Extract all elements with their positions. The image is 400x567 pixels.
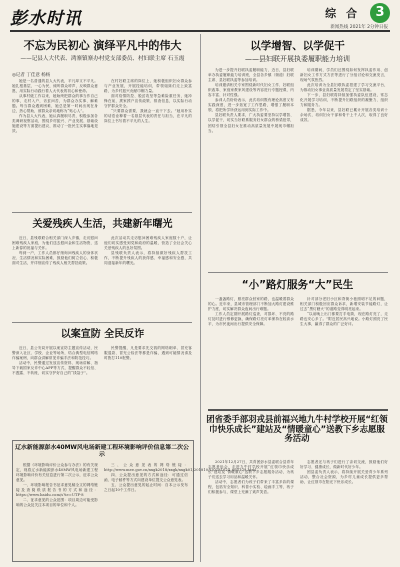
right-article3-title: 团省委手部羽戎县前福兴地九牛村学校开展“红领巾快乐成长”建站及“情暖童心”送教下乡志愿服务活动	[206, 414, 388, 444]
notice-body-col1	[16, 463, 98, 555]
right-article1-body-col2	[300, 68, 388, 266]
paragraph: 下一步，县妇联将持续加强执委队伍建设，常态化开展学习培训，不断提升妇联组织的凝聚力、组织力和服务力。	[300, 93, 388, 108]
paragraph: 近日，县公安局开展以案宣防主题宣传活动，民警深入社区、学校、企业等场所，结合典型电信网络诈骗案例，向群众讲解常见诈骗手法和防范技巧。	[12, 346, 98, 361]
paragraph: 近日，县残联联合相关部门深入乡镇，走访慰问困难残疾人家庭，为他们送去慰问金和生活物资，送上新春的祝福与关怀。	[12, 236, 98, 251]
right-article1-subtitle: ——县妇联开展执委履职能力培训	[245, 55, 350, 63]
left-article1-byline: ◎记者 丁佳意 杨杨	[12, 73, 51, 78]
paragraph: 县妇联负责人要求，广大执委要坚持以学增智、以学促干，切实当好联系服务妇女群众的桥梁纽带，团结引领全县妇女在推动高质量发展中展现巾帼担当。	[208, 113, 294, 133]
paragraph: 活动中，民警通过发放宣传资料、现场讲解、指导下载国家反诈中心APP等方式，提醒群众不轻信、不透露、不转账，切实守护好自己的“钱袋子”。	[12, 361, 98, 376]
right-article3-body-col1	[208, 460, 294, 560]
paragraph: 根据《环境影响评价公众参与办法》的有关规定，现将辽水新能源彭水40MW风电场新建工程环境影响评价有关信息进行第二次公示，征求公众意见。	[16, 463, 98, 483]
paragraph: 培训期间，学员们还围绕如何发挥执委作用、创新妇女工作方式方法等进行了分组讨论和交流发言，现场气氛热烈。	[300, 68, 388, 83]
paragraph: 四、公众提出意见的方式和途径：可通过信函、电子邮件等方式向建设单位提交公众意见表。	[104, 473, 188, 483]
masthead	[10, 4, 390, 32]
left-article1-subtitle: ——记县人大代表、鸿寨镇寨办村党支部委员、村妇联主席 石玉霞	[20, 56, 185, 62]
column-divider	[200, 34, 201, 562]
paragraph: “以前晚上出门都要打手电筒，现在路灯亮了，走路也安心多了。”附近居民高兴地说。小路灯照亮了民生大事，赢得了群众的广泛好评。	[300, 312, 388, 327]
section-divider	[12, 212, 192, 213]
left-article1-body-col2	[104, 79, 192, 207]
page-number-badge: 3	[370, 3, 390, 23]
left-article3-title: 以案宣防 全民反诈	[60, 329, 145, 340]
section-name: 综 合	[325, 7, 360, 20]
left-article2-body-col2	[104, 236, 192, 316]
right-article1-title: 以学增智、以学促干	[250, 40, 345, 52]
paragraph: 活动中，志愿者们为孩子们带来了丰富多彩的课程，包括安全知识、科普小实验、绘画手工等，孩子们积极参与，课堂上充满了欢声笑语。	[208, 480, 294, 495]
paragraph: 此次活动共走访慰问困难残疾人家庭数十户，让他们切实感受到党和政府的温暖，营造了全社会关心关爱残疾人的良好氛围。	[104, 236, 192, 251]
paragraph: “只要群众需要，我就会一直干下去。”她用朴实的话语诠释着一名基层代表的责任与担当，在平凡的岗位上书写着不平凡的人生。	[104, 109, 192, 124]
left-article2-body-col1	[12, 236, 98, 316]
notice-title: 辽水新能源彭水40MW风电场新建工程环境影响评价信息第二次公示	[15, 445, 189, 458]
paragraph: 每到一户，工作人员都仔细询问残疾人的身体状况、生活情况和实际困难，鼓励他们树立信心、积极面对生活，并详细宣传了残疾人相关帮扶政策。	[12, 251, 98, 266]
paragraph: 五、公众提出意见的起止时间：自本公示发布之日起10个工作日。	[104, 483, 188, 493]
right-article2-body-col1	[208, 297, 294, 403]
paragraph: 从事村级工作以来，她始终把群众的事当作自己的事，走村入户，访贫问苦，为群众办实事、解难题。每当群众遇到困难，她总是第一时间出现在身边，热心帮助，被群众亲切地称为“贴心人”。	[12, 94, 98, 114]
paragraph: 三、公众意见表的网络链接：http://www.mee.gov.cn/xxgk2018/xxgk/xxgk01/201810/t20181024_665329.html	[104, 463, 257, 473]
paragraph: 工作人员定期开展路灯巡查，对损坏、不亮的路灯及时进行维修更换，确保路灯亮灯率保持在较高水平，为市民夜间出行提供安全保障。	[208, 312, 294, 327]
paragraph: 志愿者还与孩子们进行了亲切交流，鼓励他们好好学习、健康成长，做新时代好少年。	[300, 460, 388, 470]
paragraph: 县残联负责人表示，将持续做好残疾人帮扶工作，不断提升残疾人的获得感、幸福感和安全感，共同迎接新年的曙光。	[104, 251, 192, 266]
left-article1-title: 不忘为民初心 演绎平凡中的伟大	[23, 39, 182, 52]
issue-line: 新闻热线 2021年 2分钟日报	[330, 25, 388, 30]
section-divider	[208, 409, 388, 411]
paragraph: 民警提醒，凡是要求先交钱的网络刷单、冒充客服退款、冒充公检法等都是诈骗，遇到可疑情况请及时拨打110报警。	[104, 346, 192, 361]
left-article2-title: 关爱残疾人生活，共建新年曙光	[32, 219, 173, 230]
paragraph: 2021年12月27日，共青团彭水县委联合县青年志愿者协会，走进九牛村学校开展“红领巾快乐成长”建站及“情暖童心”送教下乡志愿服务活动，为孩子们送去学习用品和温暖关怀。	[208, 460, 294, 480]
right-article1-body-col1	[208, 68, 294, 266]
paragraph: 针对部分老旧小区和背街小巷照明不足的问题，相关部门积极回应群众诉求，新增安装节能路灯，让过去“黑灯瞎火”的道路变得明亮起来。	[300, 297, 388, 312]
right-article3-body-col2	[300, 460, 388, 560]
right-article2-title: “小”路灯服务“大”民生	[241, 279, 354, 291]
paragraph: 她是一名普通的县人大代表，平凡却又不平凡。她扎根基层，一心为民，倾听群众呼声，反映群众意愿，用实际行动践行着人大代表的初心和使命。	[12, 79, 98, 94]
paragraph: 二、征求意见的公众范围：项目周边可能受影响的公众及关注本项目的单位和个人。	[16, 498, 98, 508]
paragraph: 作为县人大代表，她认真履职尽责，积极参加各类调研视察活动，围绕乡村振兴、产业发展、基础设施建设等方面提出建议，推动了一批民生实事落地见效。	[12, 114, 98, 134]
paragraph: 团县委负责人表示，将持续开展关爱青少年系列活动，整合社会资源，为乡村儿童成长提供更多帮助，让红领巾在阳光下快乐成长。	[300, 470, 388, 485]
left-article3-body-col2	[104, 346, 192, 434]
paragraph: 在村妇联主席的岗位上，她积极组织妇女群众参与产业发展，开展技能培训，带领姐妹们走上致富路，为乡村振兴贡献巾帼力量。	[104, 79, 192, 94]
left-article3-body-col1	[12, 346, 98, 434]
section-divider	[208, 272, 388, 273]
paragraph: 参训人员纷纷表示，此次培训既有理论高度又有实践深度，进一步拓宽了工作思路，增强了履职本领，将把所学所获运用到实际工作中。	[208, 98, 294, 113]
paragraph: 此次培训为全县妇联执委搭建了学习交流平台，为推动妇女事业高质量发展奠定了坚实基础。	[300, 83, 388, 93]
left-article1-body-col1	[12, 79, 98, 207]
newspaper-logo: 彭水时讯	[10, 9, 82, 29]
paragraph: 培训邀请相关专家围绕新时代妇女工作、妇联组织改革、家庭家教家风建设等内容进行专题授课，内容丰富、针对性强。	[208, 83, 294, 98]
paragraph: 据悉，今年以来，县妇联已累计开展各类培训十余场次，培训妇女干部和骨干上千人次，取得了良好成效。	[300, 108, 388, 123]
paragraph: 一盏盏路灯，照亮群众回家的路，也温暖着群众的心。近年来，县城市管理部门不断加大路灯建设维护力度，切实解决群众夜间出行难题。	[208, 297, 294, 312]
paragraph: 一、环境影响报告书征求意见稿全文的网络链接及查阅纸质报告书的方式和途径：https://www.baidu.com/s?ie=UTF-8	[16, 483, 98, 498]
paragraph: 面对疫情防控、脱贫攻坚等急难险重任务，她冲锋在前，挨家挨户宣传政策、排查信息，以实际行动守护群众安全。	[104, 94, 192, 109]
right-article2-body-col2	[300, 297, 388, 403]
section-divider	[12, 322, 192, 323]
paragraph: 为进一步提升妇联执委履职能力，近日，县妇联举办执委履职能力培训班，全县各乡镇（街道）妇联主席、县妇联执委等参加培训。	[208, 68, 294, 83]
